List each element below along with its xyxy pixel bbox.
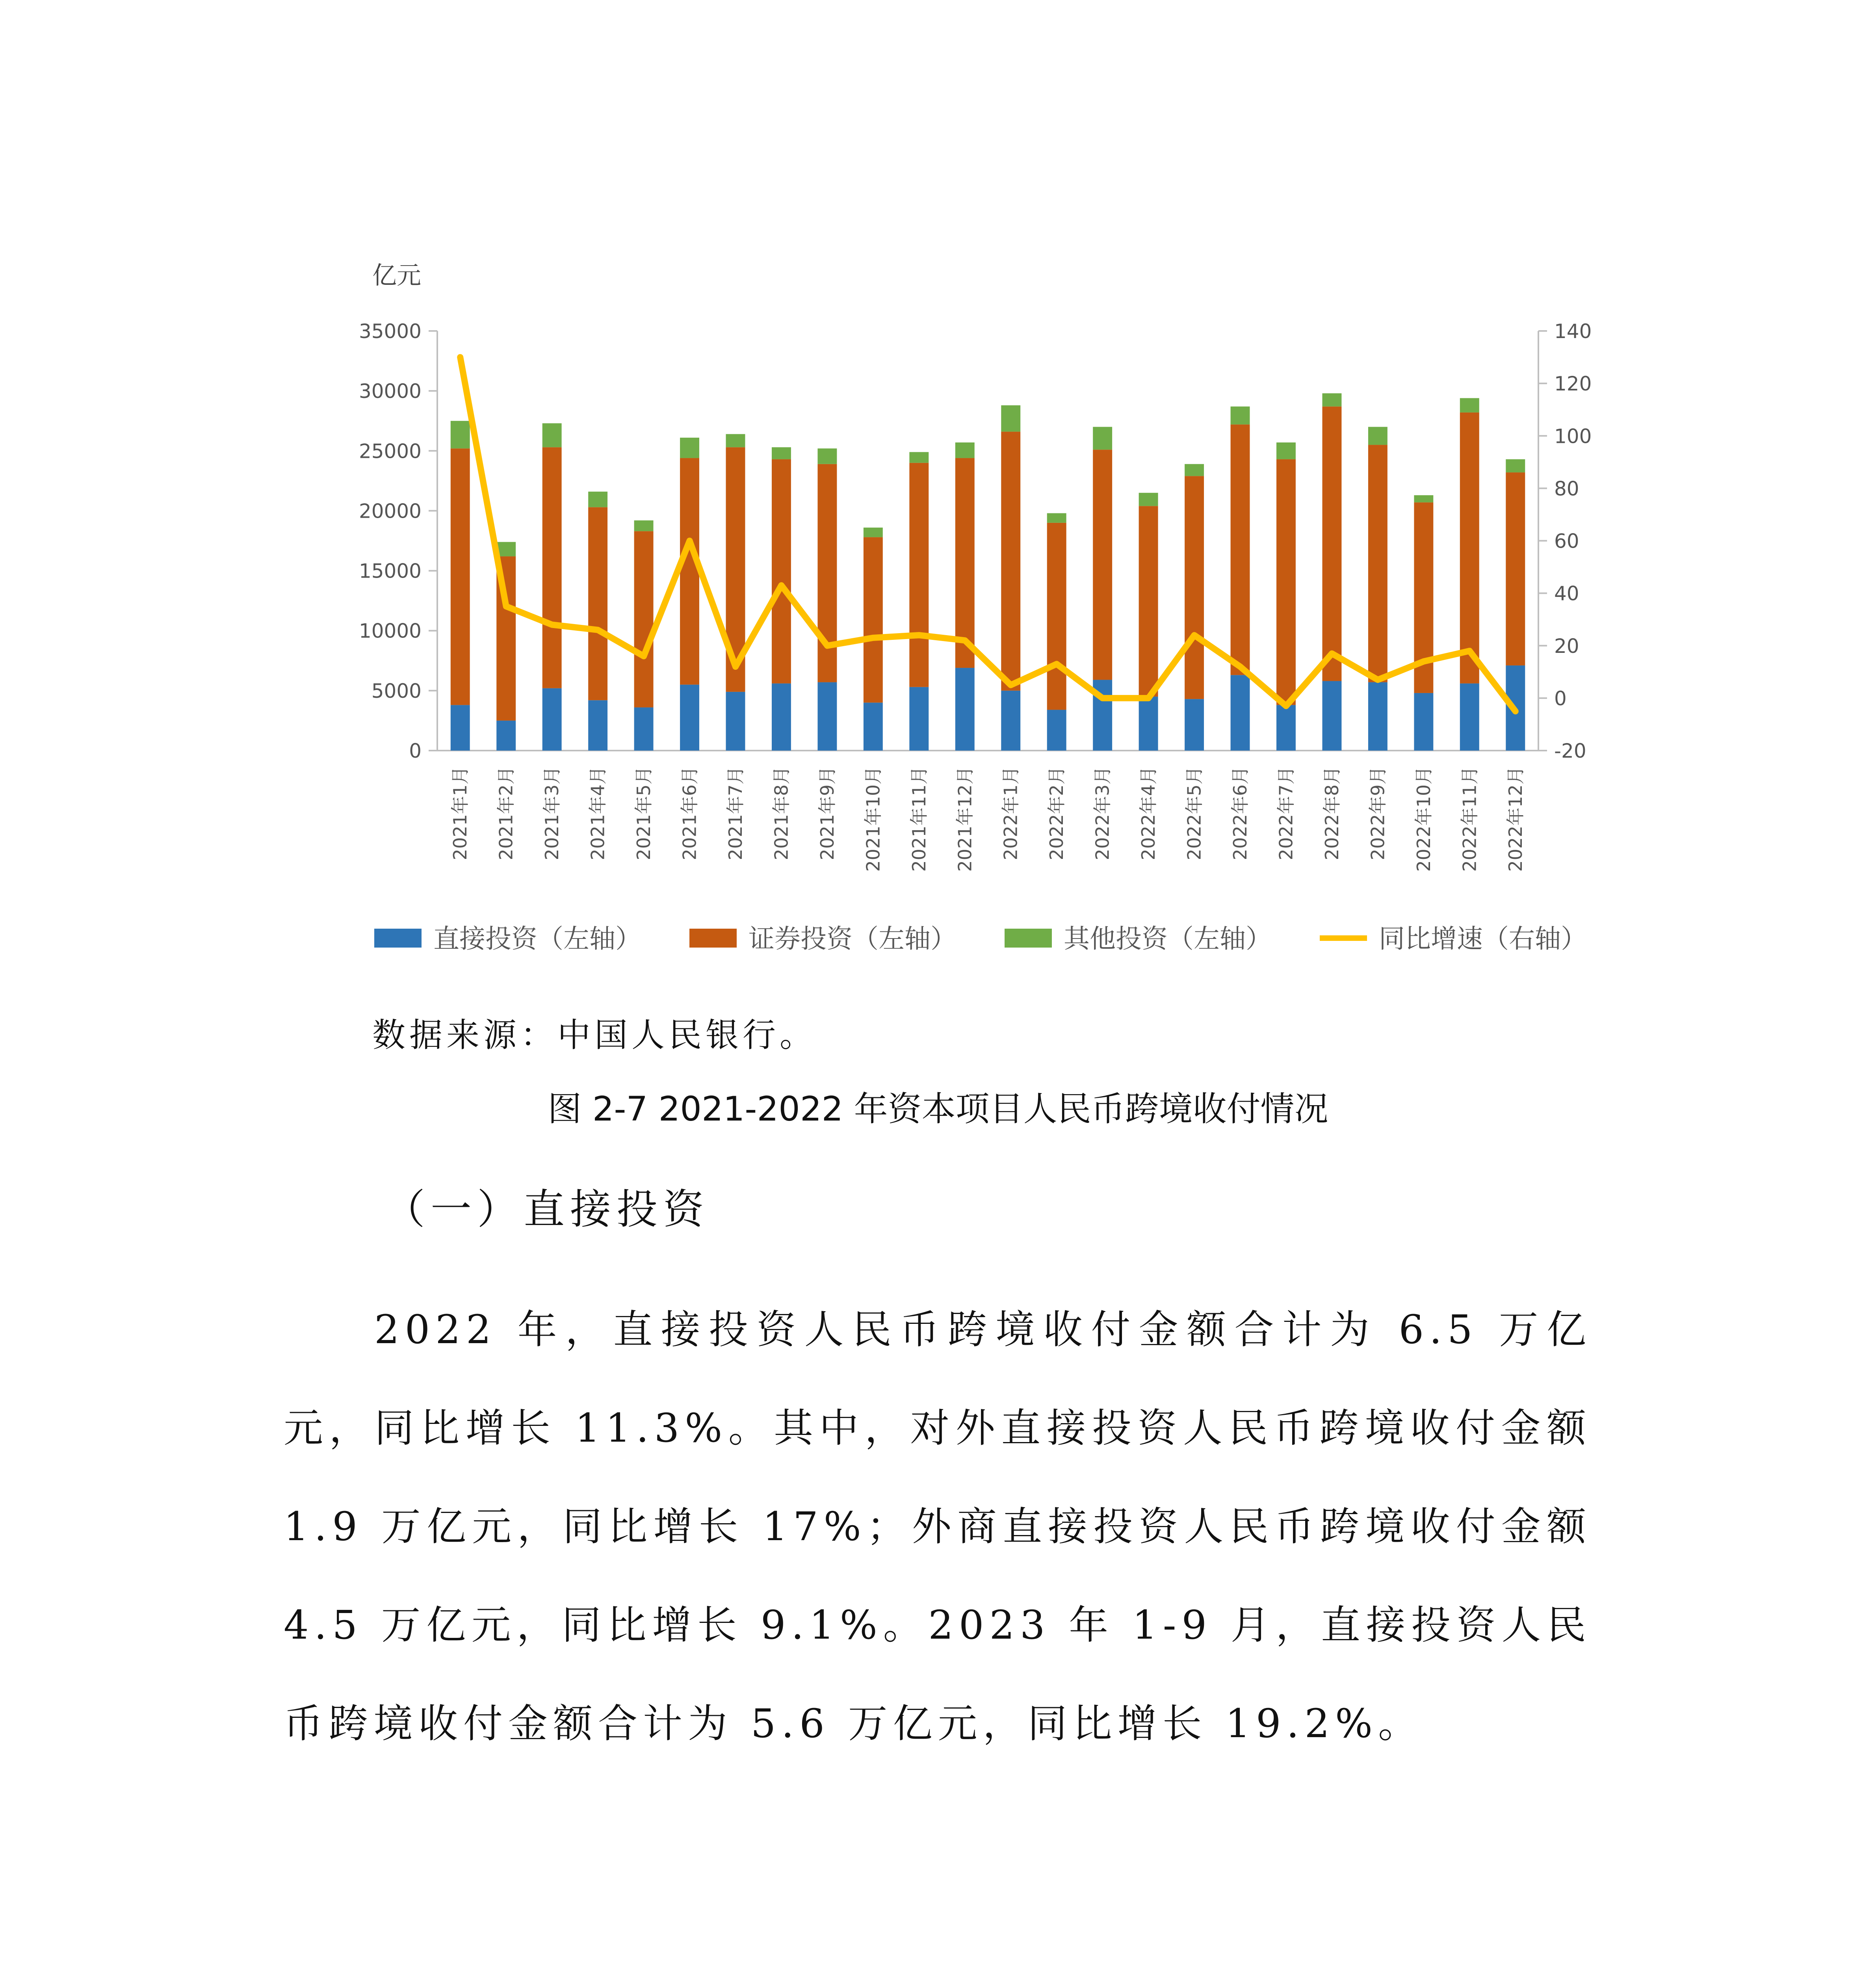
- category-label: 2022年5月: [1183, 766, 1205, 860]
- bar-segment-direct: [1276, 705, 1296, 751]
- capital-account-chart: [0, 0, 1876, 977]
- yoy-growth-point: [1055, 662, 1058, 665]
- bar-segment-direct: [817, 682, 837, 751]
- yoy-growth-point: [688, 539, 691, 543]
- category-label: 2022年4月: [1138, 766, 1159, 860]
- bar-segment-direct: [1001, 691, 1020, 751]
- figure-caption: 图 2-7 2021-2022 年资本项目人民币跨境收付情况: [548, 1089, 1328, 1129]
- yoy-growth-point: [1330, 652, 1334, 655]
- bar-segment-other: [864, 528, 883, 537]
- category-label: 2022年7月: [1275, 766, 1297, 860]
- legend-label: 同比增速（右轴）: [1379, 924, 1587, 954]
- yoy-growth-point: [1376, 678, 1379, 681]
- bar-segment-securities: [1460, 413, 1479, 684]
- category-label: 2021年4月: [587, 766, 609, 860]
- bar-segment-securities: [634, 531, 654, 707]
- category-label: 2021年9月: [816, 766, 838, 860]
- bar-segment-direct: [496, 721, 516, 751]
- bar-segment-other: [634, 520, 654, 531]
- bar-segment-other: [909, 452, 929, 463]
- bar-segment-securities: [1001, 432, 1020, 691]
- bar-segment-securities: [588, 507, 607, 700]
- category-label: 2022年6月: [1230, 766, 1251, 860]
- left-axis-unit: 亿元: [372, 261, 422, 290]
- right-tick-label: 120: [1554, 372, 1592, 396]
- yoy-growth-point: [596, 628, 600, 632]
- category-label: 2022年2月: [1046, 766, 1068, 860]
- bar-segment-other: [1047, 513, 1066, 523]
- bar-segment-other: [680, 438, 699, 458]
- bar-segment-other: [817, 448, 837, 464]
- category-label: 2021年12月: [954, 766, 976, 872]
- bar-segment-other: [1368, 427, 1387, 445]
- left-tick-label: 30000: [358, 380, 422, 403]
- yoy-growth-point: [1422, 660, 1425, 663]
- category-label: 2022年3月: [1092, 766, 1113, 860]
- yoy-growth-point: [1284, 704, 1287, 708]
- bar-segment-securities: [1322, 407, 1341, 681]
- category-label: 2021年5月: [633, 766, 655, 860]
- bar-segment-other: [451, 421, 470, 448]
- bar-segment-securities: [1139, 506, 1158, 697]
- bar-segment-securities: [909, 463, 929, 687]
- category-label: 2022年9月: [1367, 766, 1389, 860]
- bar-segment-securities: [1185, 476, 1204, 699]
- bar-segment-other: [1093, 427, 1112, 450]
- category-label: 2022年1月: [1000, 766, 1022, 860]
- bar-segment-securities: [1276, 459, 1296, 705]
- bar-segment-direct: [909, 687, 929, 751]
- bar-segment-securities: [1093, 450, 1112, 680]
- category-label: 2021年1月: [449, 766, 471, 860]
- bar-segment-other: [1276, 442, 1296, 459]
- bar-segment-other: [1139, 493, 1158, 506]
- bar-segment-other: [1001, 405, 1020, 432]
- yoy-growth-point: [963, 639, 966, 642]
- left-tick-label: 0: [409, 740, 422, 762]
- yoy-growth-point: [1193, 634, 1196, 637]
- bar-segment-direct: [1047, 710, 1066, 751]
- category-label: 2021年6月: [679, 766, 700, 860]
- legend-swatch: [374, 929, 422, 948]
- left-tick-label: 15000: [358, 559, 422, 583]
- bar-segment-securities: [1047, 523, 1066, 710]
- yoy-growth-point: [1468, 649, 1471, 652]
- legend-swatch: [689, 929, 737, 948]
- category-label: 2021年11月: [908, 766, 930, 872]
- bar-segment-direct: [1185, 699, 1204, 751]
- bar-segment-direct: [451, 705, 470, 751]
- bar-segment-direct: [1322, 681, 1341, 751]
- bar-segment-securities: [955, 458, 975, 668]
- yoy-growth-point: [780, 584, 783, 587]
- bar-segment-direct: [680, 685, 699, 751]
- category-label: 2022年8月: [1321, 766, 1343, 860]
- bar-segment-other: [955, 442, 975, 458]
- bar-segment-securities: [864, 537, 883, 703]
- yoy-growth-point: [734, 665, 737, 668]
- bar-segment-other: [1460, 398, 1479, 413]
- bar-segment-securities: [451, 448, 470, 705]
- left-tick-label: 5000: [371, 679, 422, 703]
- right-tick-label: 0: [1554, 687, 1567, 710]
- yoy-growth-point: [505, 605, 508, 608]
- category-label: 2021年2月: [495, 766, 517, 860]
- category-label: 2021年3月: [541, 766, 563, 860]
- bar-segment-direct: [726, 692, 745, 751]
- bar-segment-securities: [542, 447, 562, 688]
- bar-segment-direct: [634, 707, 654, 751]
- bar-segment-direct: [955, 668, 975, 751]
- right-tick-label: 80: [1554, 477, 1579, 500]
- legend-label: 证券投资（左轴）: [749, 924, 957, 954]
- left-tick-label: 20000: [358, 500, 422, 523]
- category-label: 2021年8月: [771, 766, 792, 860]
- bar-segment-other: [772, 447, 791, 459]
- yoy-growth-point: [642, 654, 645, 658]
- yoy-growth-point: [1514, 710, 1517, 713]
- yoy-growth-point: [1101, 697, 1104, 700]
- bar-segment-other: [1185, 464, 1204, 476]
- bar-segment-direct: [1414, 693, 1433, 751]
- bar-segment-direct: [1368, 682, 1387, 751]
- right-tick-label: 20: [1554, 634, 1579, 658]
- bar-segment-other: [542, 423, 562, 447]
- yoy-growth-point: [826, 644, 829, 647]
- bar-segment-direct: [1460, 684, 1479, 751]
- yoy-growth-point: [1009, 684, 1012, 687]
- bar-segment-other: [1414, 495, 1433, 502]
- data-source-note: 数据来源：中国人民银行。: [372, 1016, 817, 1054]
- yoy-growth-point: [1147, 697, 1150, 700]
- category-label: 2021年7月: [724, 766, 746, 860]
- bar-segment-direct: [772, 684, 791, 751]
- bar-segment-other: [1231, 407, 1250, 425]
- bar-segment-securities: [680, 458, 699, 685]
- category-label: 2022年12月: [1505, 766, 1526, 872]
- bar-segment-direct: [1231, 675, 1250, 751]
- bar-segment-other: [1322, 393, 1341, 406]
- yoy-growth-point: [918, 634, 921, 637]
- left-tick-label: 25000: [358, 440, 422, 463]
- bar-segment-other: [1506, 459, 1525, 472]
- bar-segment-other: [588, 492, 607, 507]
- yoy-growth-point: [871, 636, 875, 639]
- bar-segment-securities: [1231, 424, 1250, 675]
- right-tick-label: 60: [1554, 530, 1579, 553]
- right-tick-label: 140: [1554, 320, 1592, 343]
- bar-segment-securities: [817, 464, 837, 682]
- yoy-growth-point: [550, 623, 554, 626]
- bar-segment-securities: [1368, 445, 1387, 682]
- category-label: 2022年11月: [1459, 766, 1480, 872]
- right-tick-label: 100: [1554, 425, 1592, 448]
- body-paragraph: 2022 年，直接投资人民币跨境收付金额合计为 6.5 万亿元，同比增长 11.3%。其中，对外直接投资人民币跨境收付金额 1.9 万亿元，同比增长 17%；外商直接投资人民币跨境收付金额 4.5 万亿元，同比增长 9.1%。2023 年 1-9 月，直接投资人民币跨境收付金额合计为 5.6 万亿元，同比增长 19.2%。: [284, 1307, 1592, 1747]
- bar-segment-securities: [772, 459, 791, 684]
- bar-segment-direct: [588, 700, 607, 751]
- legend-swatch: [1005, 929, 1052, 948]
- yoy-growth-point: [1239, 665, 1242, 668]
- legend-label: 直接投资（左轴）: [433, 924, 641, 954]
- legend-label: 其他投资（左轴）: [1064, 924, 1272, 954]
- right-tick-label: -20: [1554, 740, 1586, 762]
- category-label: 2021年10月: [862, 766, 884, 872]
- category-label: 2022年10月: [1413, 766, 1434, 872]
- bar-segment-direct: [542, 688, 562, 751]
- yoy-growth-point: [459, 356, 462, 359]
- section-heading: （一）直接投资: [384, 1185, 710, 1233]
- left-tick-label: 35000: [358, 320, 422, 343]
- yoy-growth-line: [460, 357, 1516, 712]
- bar-segment-direct: [1139, 697, 1158, 751]
- bar-segment-securities: [1506, 472, 1525, 665]
- left-tick-label: 10000: [358, 619, 422, 643]
- bar-segment-direct: [864, 703, 883, 751]
- right-tick-label: 40: [1554, 582, 1579, 605]
- bar-segment-other: [726, 434, 745, 447]
